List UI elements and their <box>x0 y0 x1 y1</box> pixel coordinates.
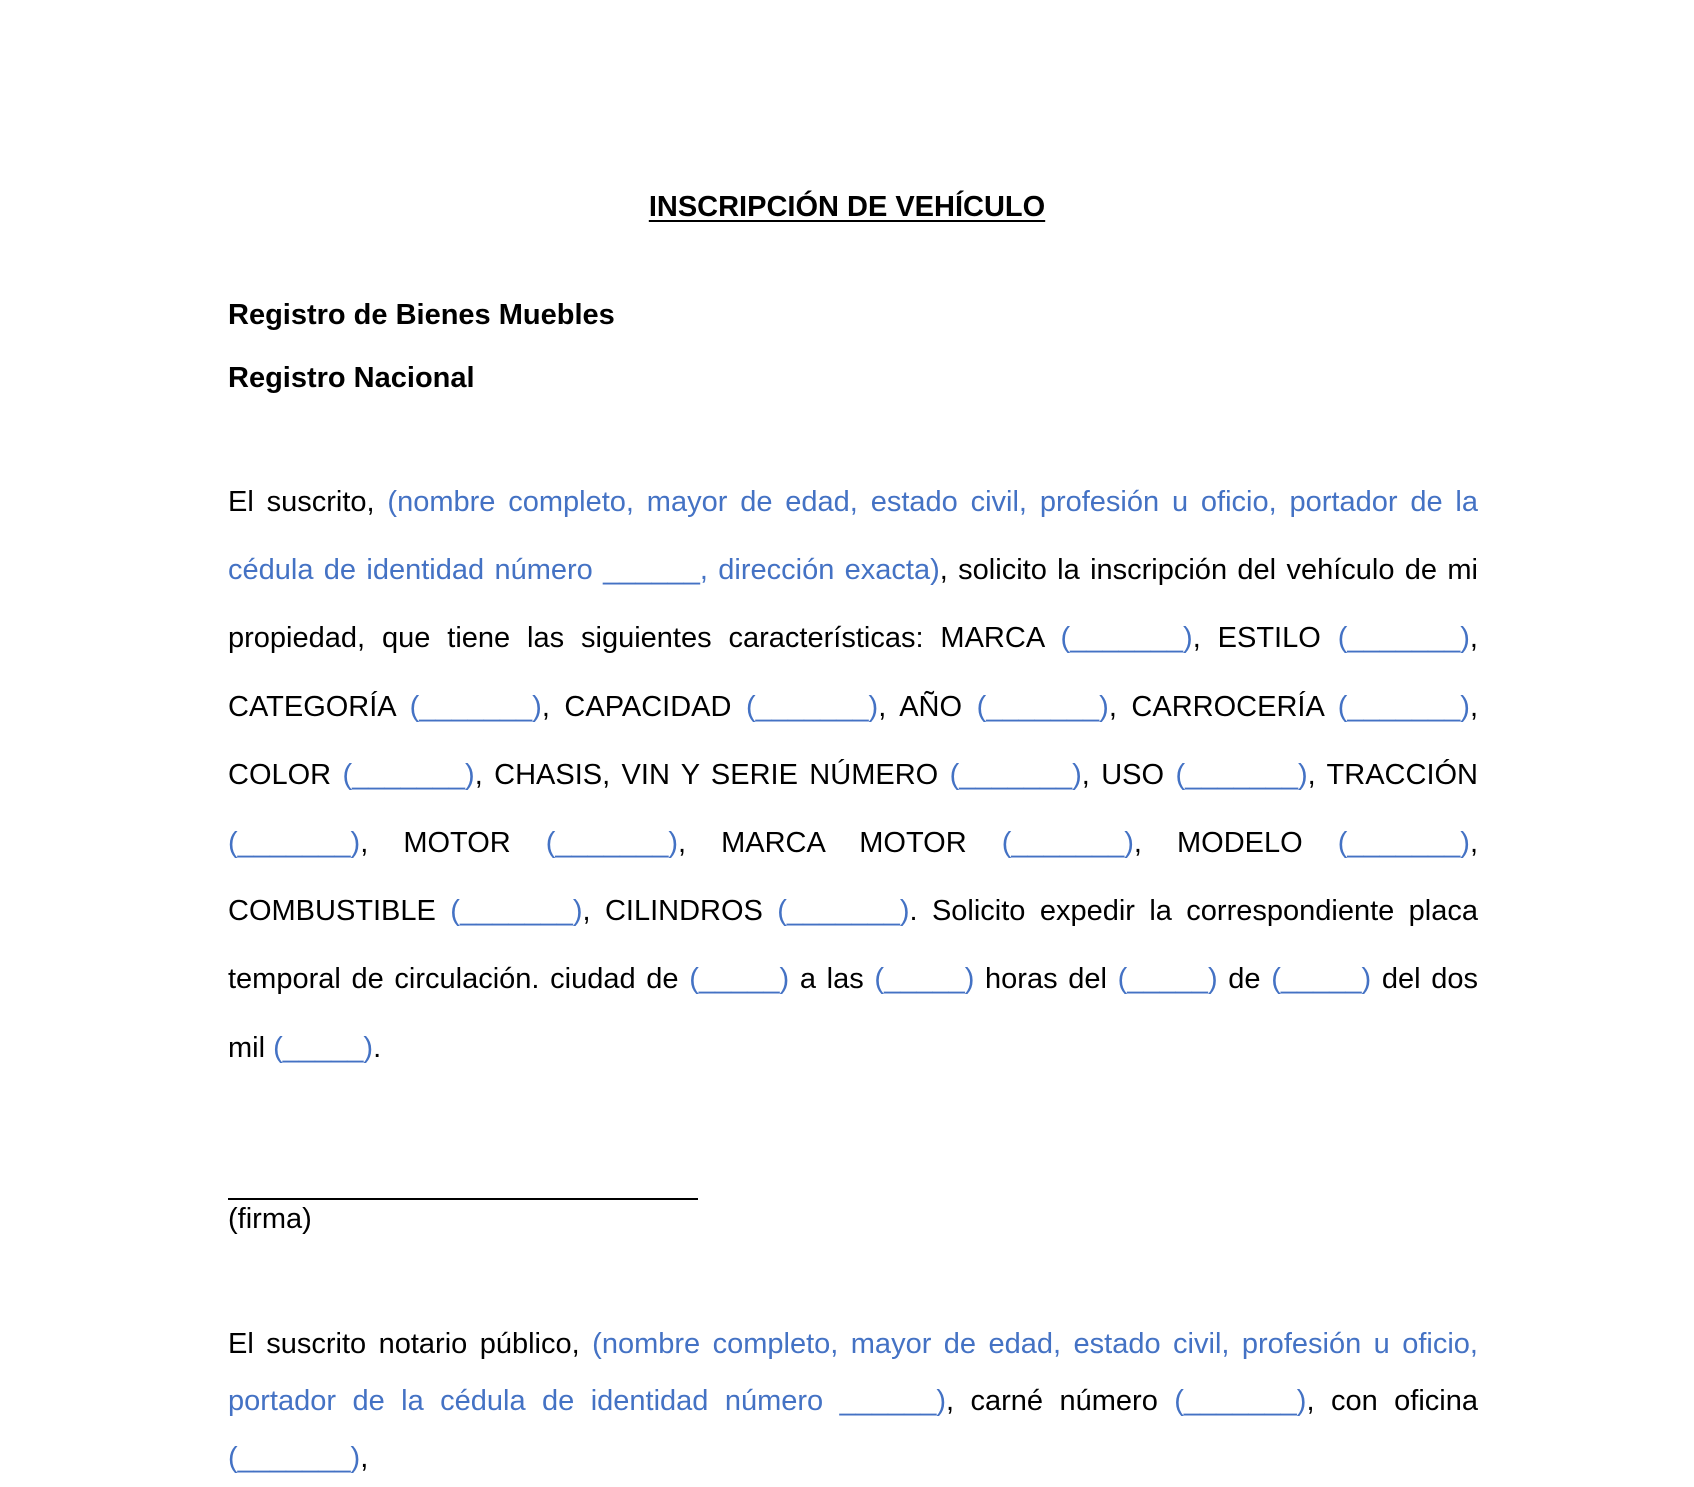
placeholder-ciudad: (_____) <box>689 963 790 996</box>
addressee-line-1: Registro de Bienes Muebles <box>228 299 615 331</box>
paragraph-text: , MOTOR <box>360 827 546 860</box>
placeholder-oficina: (_______) <box>228 1442 361 1474</box>
addressee-line-2: Registro Nacional <box>228 362 475 394</box>
paragraph-text: , carné número <box>946 1385 1175 1417</box>
paragraph-text: , TRACCIÓN <box>1307 758 1479 791</box>
paragraph-text: , con oficina <box>1306 1385 1478 1417</box>
paragraph-text: del dos mil <box>228 963 1478 1064</box>
paragraph-text: , USO <box>1081 758 1176 791</box>
placeholder-motor: (_______) <box>545 827 678 860</box>
paragraph-text: de <box>1217 963 1272 996</box>
placeholder-combustible: (_______) <box>450 895 583 928</box>
placeholder-capacidad: (_______) <box>746 690 879 723</box>
placeholder-color: (_______) <box>342 758 475 791</box>
placeholder-notary-details: (nombre completo, mayor de edad, estado civil, profesión u oficio, portador de la cédula de identidad número ______) <box>228 1328 1478 1417</box>
placeholder-chasis: (_______) <box>949 758 1082 791</box>
placeholder-categoria: (_______) <box>409 690 542 723</box>
paragraph-text: , CAPACIDAD <box>541 690 746 723</box>
placeholder-dia: (_____) <box>1117 963 1218 996</box>
paragraph-text: , <box>360 1442 369 1474</box>
placeholder-ano: (_______) <box>976 690 1109 723</box>
placeholder-estilo: (_______) <box>1337 622 1470 655</box>
paragraph-text: El suscrito, <box>228 486 388 518</box>
placeholder-ano-fecha: (_____) <box>273 1031 374 1064</box>
paragraph-text: , MODELO <box>1133 827 1338 860</box>
paragraph-text: , CATEGORÍA <box>228 622 1478 723</box>
placeholder-modelo: (_______) <box>1337 827 1470 860</box>
paragraph-text: , ESTILO <box>1192 622 1338 655</box>
document-title: INSCRIPCIÓN DE VEHÍCULO <box>648 191 1046 223</box>
paragraph-text: El suscrito notario público, <box>228 1328 593 1360</box>
paragraph-text: , AÑO <box>878 690 977 723</box>
placeholder-marca: (_______) <box>1060 622 1193 655</box>
placeholder-uso: (_______) <box>1175 758 1308 791</box>
placeholder-traccion: (_______) <box>228 827 361 860</box>
placeholder-carroceria: (_______) <box>1337 690 1470 723</box>
placeholder-carne: (_______) <box>1174 1385 1307 1417</box>
paragraph-text: , MARCA MOTOR <box>677 827 1002 860</box>
paragraph-text: , COLOR <box>228 690 1479 791</box>
signature-label: (firma) <box>228 1203 312 1235</box>
paragraph-text: . Solicito expedir la correspondiente placa temporal de circulación. ciudad de <box>228 895 1478 996</box>
paragraph-text: , CILINDROS <box>582 895 778 928</box>
placeholder-hora: (_____) <box>874 963 975 996</box>
placeholder-cilindros: (_______) <box>777 895 910 928</box>
paragraph-text: a las <box>789 963 875 996</box>
placeholder-applicant-details: (nombre completo, mayor de edad, estado civil, profesión u oficio, portador de la cédula de identidad número ______, dirección exacta) <box>228 486 1478 587</box>
placeholder-mes: (_____) <box>1271 963 1372 996</box>
paragraph-text: , COMBUSTIBLE <box>228 827 1479 928</box>
paragraph-text: horas del <box>974 963 1118 996</box>
paragraph-text: . <box>373 1031 382 1064</box>
paragraph-text: , solicito la inscripción del vehículo de mi propiedad, que tiene las siguientes características: MARCA <box>228 554 1478 655</box>
notary-paragraph <box>228 1316 1478 1487</box>
paragraph-text: , CHASIS, VIN Y SERIE NÚMERO <box>474 758 950 791</box>
paragraph-text: , CARROCERÍA <box>1108 690 1338 723</box>
placeholder-marca-motor: (_______) <box>1001 827 1134 860</box>
request-paragraph <box>228 468 1478 1082</box>
